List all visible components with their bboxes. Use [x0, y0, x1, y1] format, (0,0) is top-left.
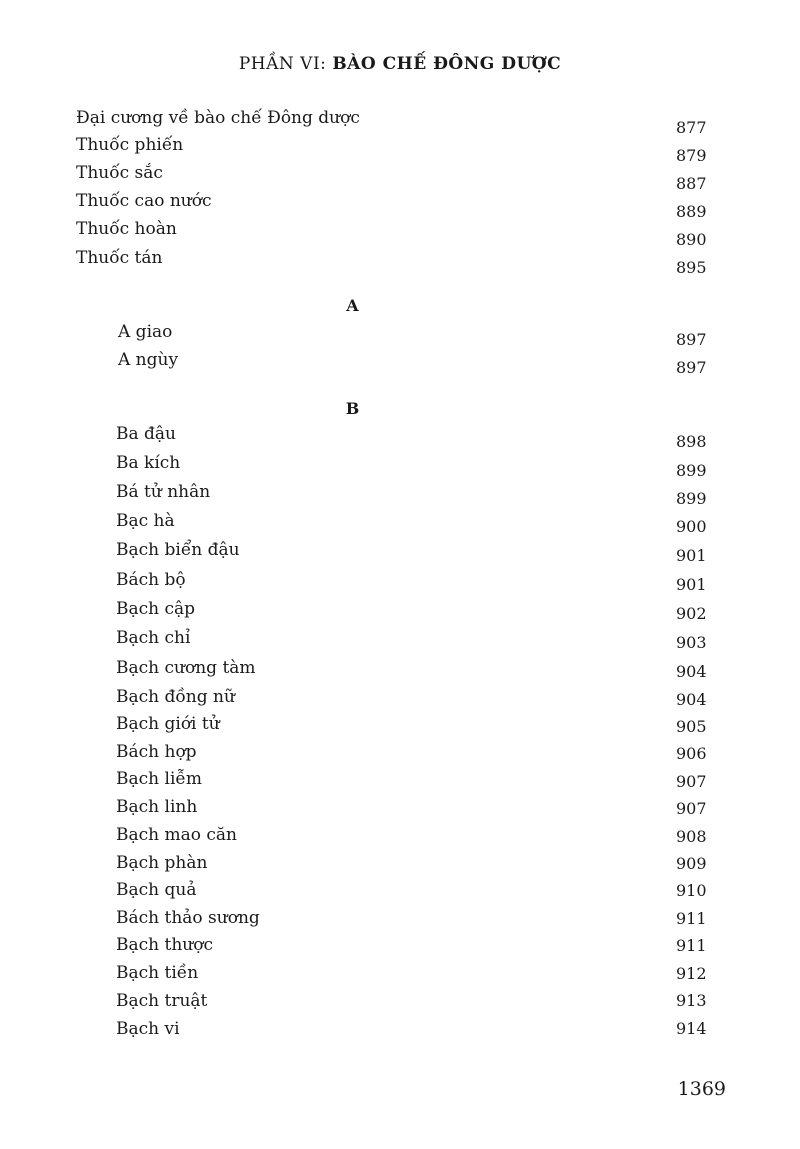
index-entry-page: 907	[676, 799, 707, 818]
index-entry-page: 898	[676, 432, 707, 451]
index-entry-page: 913	[676, 991, 707, 1010]
index-entry-page: 877	[676, 118, 707, 137]
index-entry-label: A giao	[118, 322, 173, 342]
index-entry-label: Bách hợp	[116, 742, 197, 762]
index-entry-label: Đại cương về bào chế Đông dược	[76, 108, 360, 128]
index-entry-page: 904	[676, 690, 707, 709]
index-entry-page: 910	[676, 881, 707, 900]
index-entry-label: Ba đậu	[116, 424, 176, 444]
index-entry-page: 911	[676, 936, 707, 955]
index-entry-label: Bạch mao căn	[116, 825, 238, 845]
index-entry-label: Bạch cương tàm	[116, 658, 256, 678]
index-entry-label: Bạch vi	[116, 1019, 180, 1039]
index-entry-page: 897	[676, 358, 707, 377]
index-entry-page: 900	[676, 517, 707, 536]
index-entry-label: Bá tử nhân	[116, 482, 211, 502]
index-entry-page: 908	[676, 827, 707, 846]
header-prefix: PHẦN VI:	[238, 54, 327, 74]
index-entry-page: 901	[676, 575, 707, 594]
index-entry-page: 905	[676, 717, 707, 736]
index-entry-label: Thuốc tán	[76, 248, 163, 268]
index-entry-label: Bạch phàn	[116, 853, 208, 873]
index-entry-label: Bạch truật	[116, 991, 208, 1011]
index-entry-label: Bạch liễm	[116, 769, 202, 789]
index-entry-page: 887	[676, 174, 707, 193]
index-entry-page: 902	[676, 604, 707, 623]
index-entry-page: 903	[676, 633, 707, 652]
index-entry-page: 904	[676, 662, 707, 681]
index-entry-page: 907	[676, 772, 707, 791]
index-entry-page: 909	[676, 854, 707, 873]
index-entry-label: Bạch cập	[116, 599, 196, 619]
index-entry-label: Thuốc phiến	[76, 135, 184, 155]
index-entry-page: 899	[676, 461, 707, 480]
index-entry-page: 901	[676, 546, 707, 565]
header-title: BÀO CHẾ ĐÔNG DƯỢC	[332, 54, 562, 74]
index-entry-label: Bạch biển đậu	[116, 540, 240, 560]
index-entry-page: 911	[676, 909, 707, 928]
index-entry-label: Bạch chỉ	[116, 628, 191, 648]
index-entry-page: 906	[676, 744, 707, 763]
index-entry-label: Bách thảo sương	[116, 908, 260, 928]
index-entry-page: 895	[676, 258, 707, 277]
index-entry-label: Thuốc cao nước	[76, 191, 212, 211]
index-entry-page: 890	[676, 230, 707, 249]
index-entry-page: 899	[676, 489, 707, 508]
section-letter: A	[346, 296, 359, 315]
index-entry-label: Bách bộ	[116, 570, 186, 590]
index-entry-label: Bạch linh	[116, 797, 198, 817]
index-entry-label: Ba kích	[116, 453, 181, 473]
index-entry-label: Bạch tiền	[116, 963, 199, 983]
index-entry-page: 897	[676, 330, 707, 349]
page-header	[0, 54, 800, 74]
index-entry-label: A ngùy	[118, 350, 179, 370]
index-entry-label: Bạch giới tử	[116, 714, 220, 734]
index-entry-page: 879	[676, 146, 707, 165]
section-letter: B	[345, 399, 360, 418]
index-entry-label: Bạch đồng nữ	[116, 687, 235, 707]
index-entry-page: 914	[676, 1019, 707, 1038]
index-entry-label: Bạch quả	[116, 880, 197, 900]
page-number: 1369	[677, 1078, 726, 1100]
index-entry-label: Thuốc sắc	[76, 163, 163, 183]
index-entry-page: 912	[676, 964, 707, 983]
index-entry-page: 889	[676, 202, 707, 221]
index-entry-label: Bạc hà	[116, 511, 175, 531]
index-entry-label: Bạch thược	[116, 935, 213, 955]
index-entry-label: Thuốc hoàn	[76, 219, 177, 239]
